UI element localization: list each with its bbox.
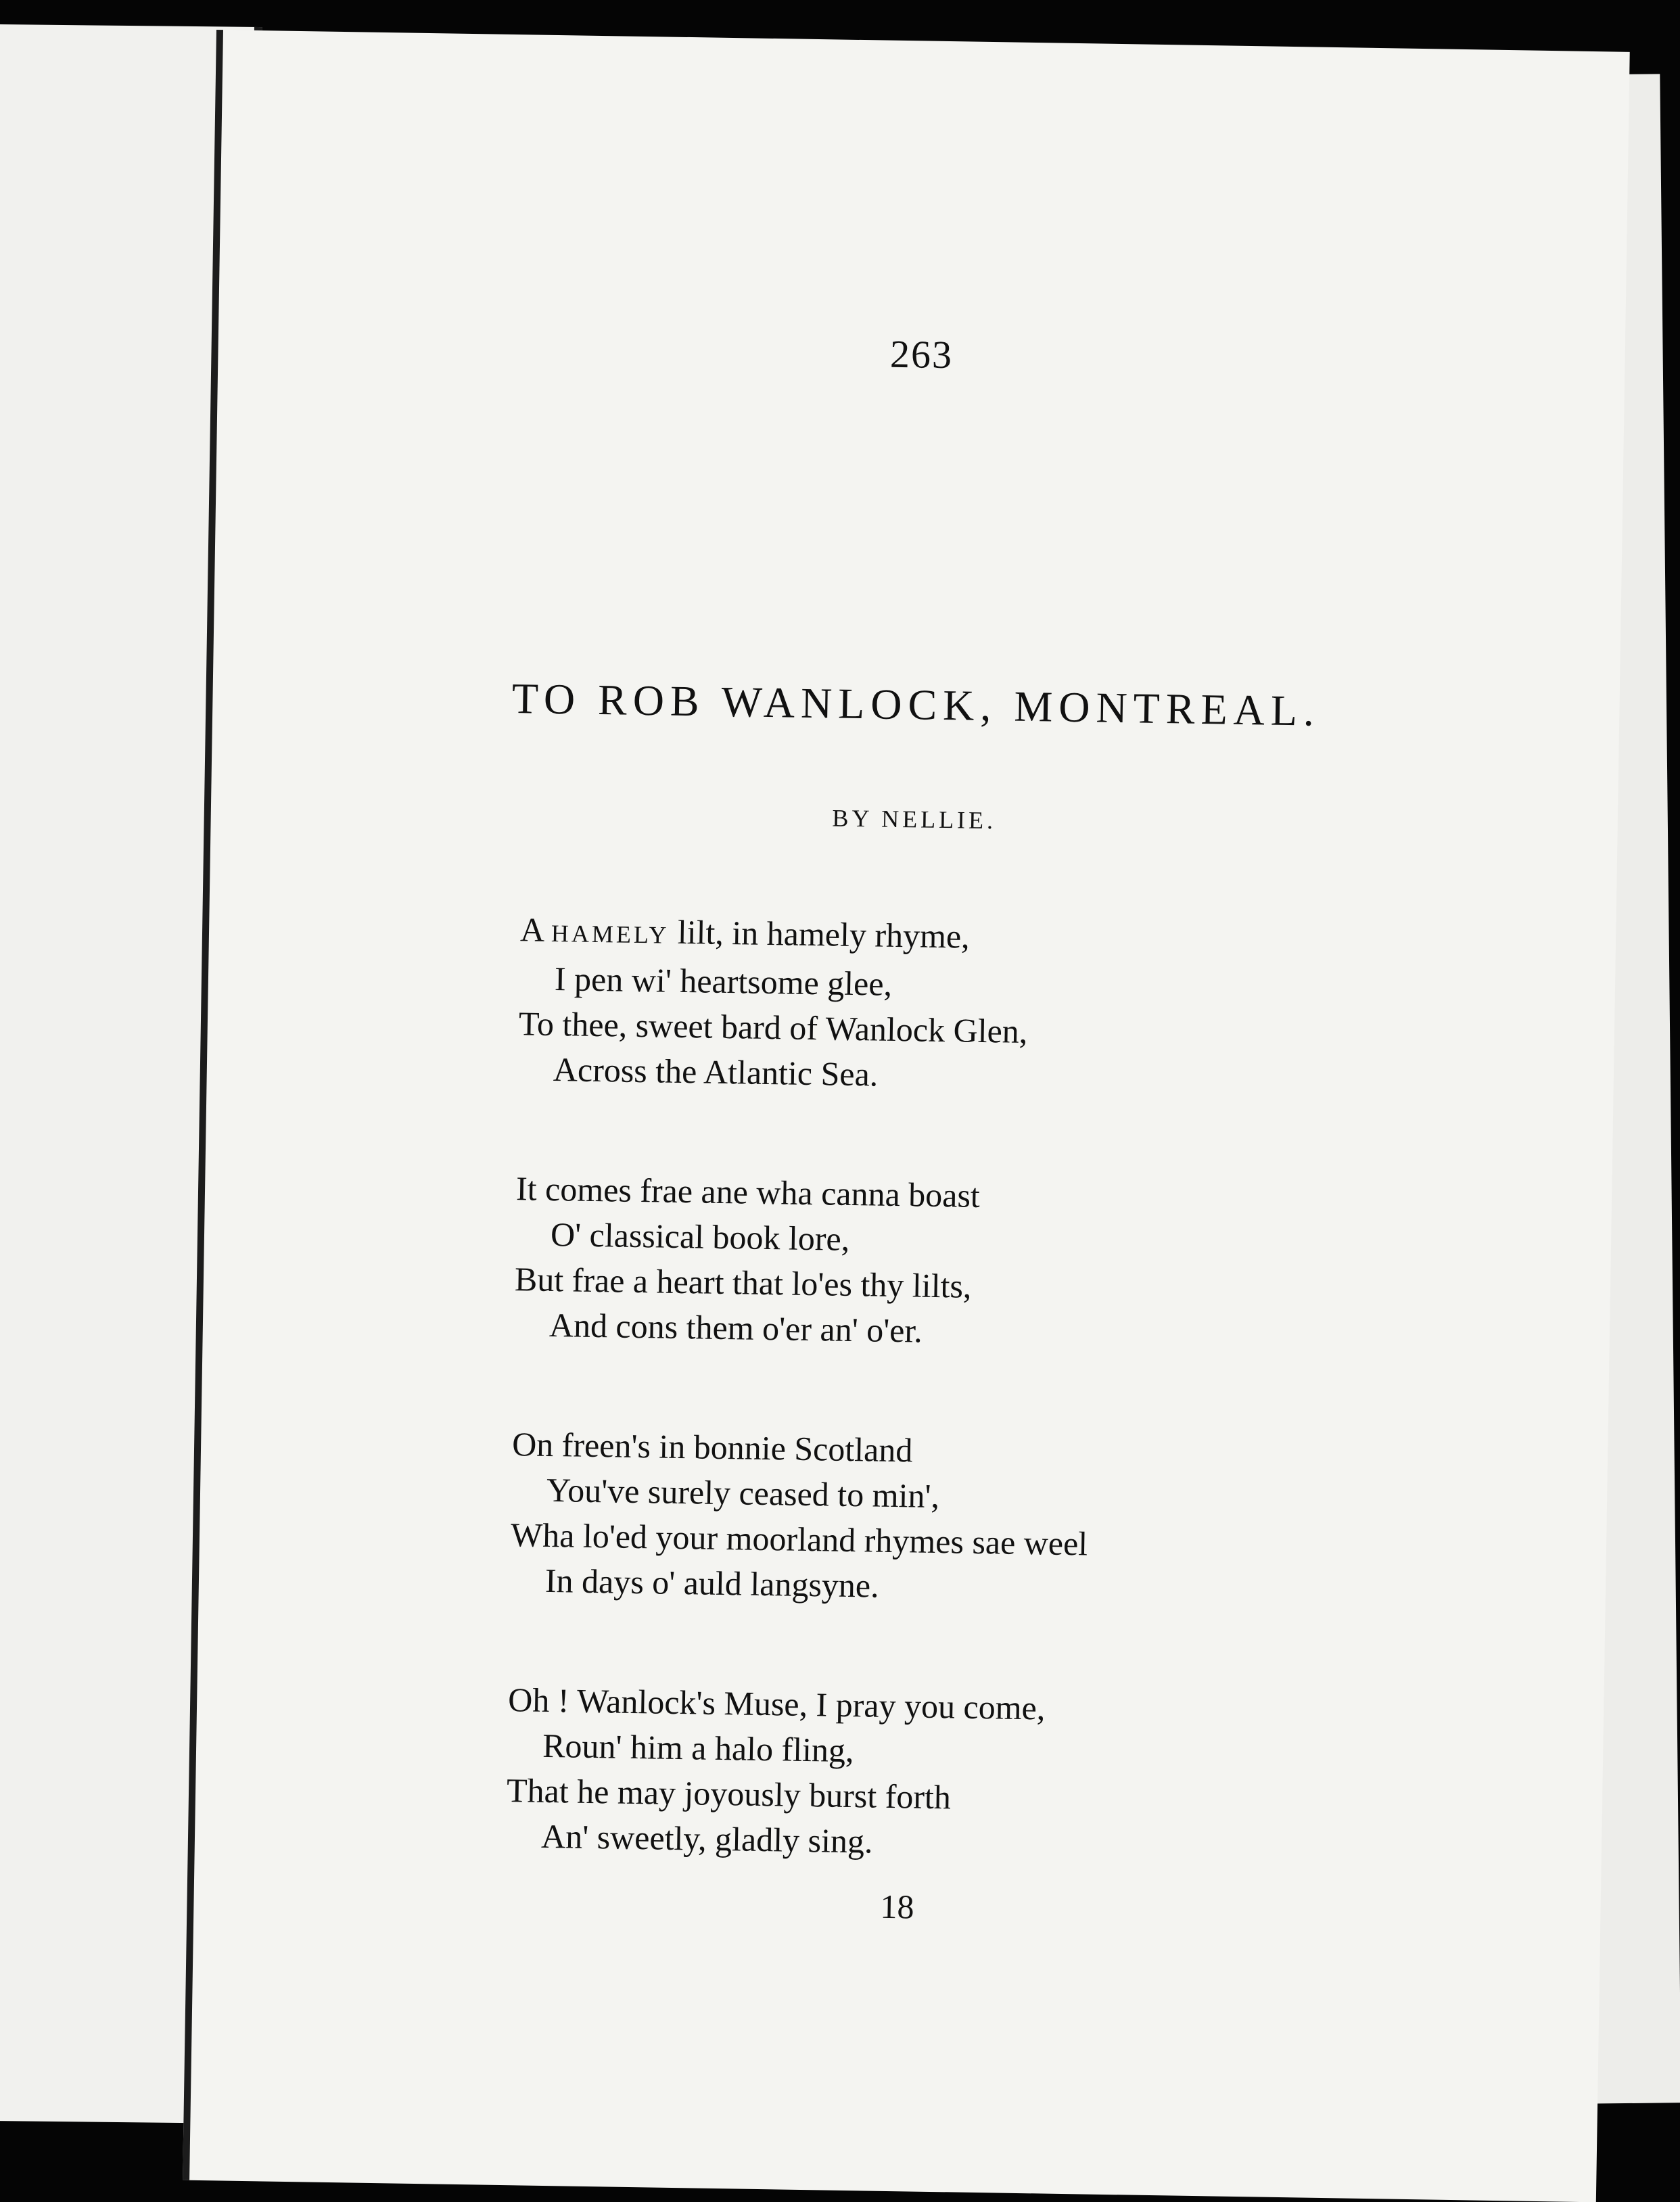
poem-byline: BY NELLIE. xyxy=(832,804,997,835)
poem-line: On freen's in bonnie Scotland xyxy=(511,1425,913,1470)
poem-line: It comes frae ane wha canna boast xyxy=(515,1169,981,1215)
poem-line: An' sweetly, gladly sing. xyxy=(540,1817,873,1860)
line-rest: lilt, in hamely rhyme, xyxy=(668,912,971,956)
poem-line: But frae a heart that lo'es thy lilts, xyxy=(514,1260,972,1305)
poem-title: TO ROB WANLOCK, MONTREAL. xyxy=(511,674,1321,735)
stanza xyxy=(510,1422,1527,1619)
signature-mark: 18 xyxy=(880,1887,914,1926)
book-page xyxy=(183,30,1630,2202)
poem-line: To thee, sweet bard of Wanlock Glen, xyxy=(518,1004,1028,1051)
stanza xyxy=(513,1166,1531,1363)
stanza xyxy=(506,1677,1523,1875)
poem-line: And cons them o'er an' o'er. xyxy=(549,1305,923,1350)
poem-line: In days o' auld langsyne. xyxy=(544,1561,880,1605)
small-caps-word: HAMELY xyxy=(551,919,670,949)
stanza xyxy=(517,907,1535,1108)
line-start: A xyxy=(519,910,552,949)
poem-line: Across the Atlantic Sea. xyxy=(553,1050,879,1094)
poem-body xyxy=(505,907,1535,1948)
poem-line: That he may joyously burst forth xyxy=(506,1771,952,1817)
poem-line: O' classical book lore, xyxy=(550,1215,850,1258)
poem-line: Roun' him a halo fling, xyxy=(542,1726,854,1770)
poem-line: Oh ! Wanlock's Muse, I pray you come, xyxy=(507,1681,1046,1727)
page-number: 263 xyxy=(889,331,954,377)
poem-line: I pen wi' heartsome glee, xyxy=(554,960,893,1003)
poem-line: You've surely ceased to min', xyxy=(546,1470,940,1516)
poem-line: Wha lo'ed your moorland rhymes sae weel xyxy=(510,1516,1088,1563)
